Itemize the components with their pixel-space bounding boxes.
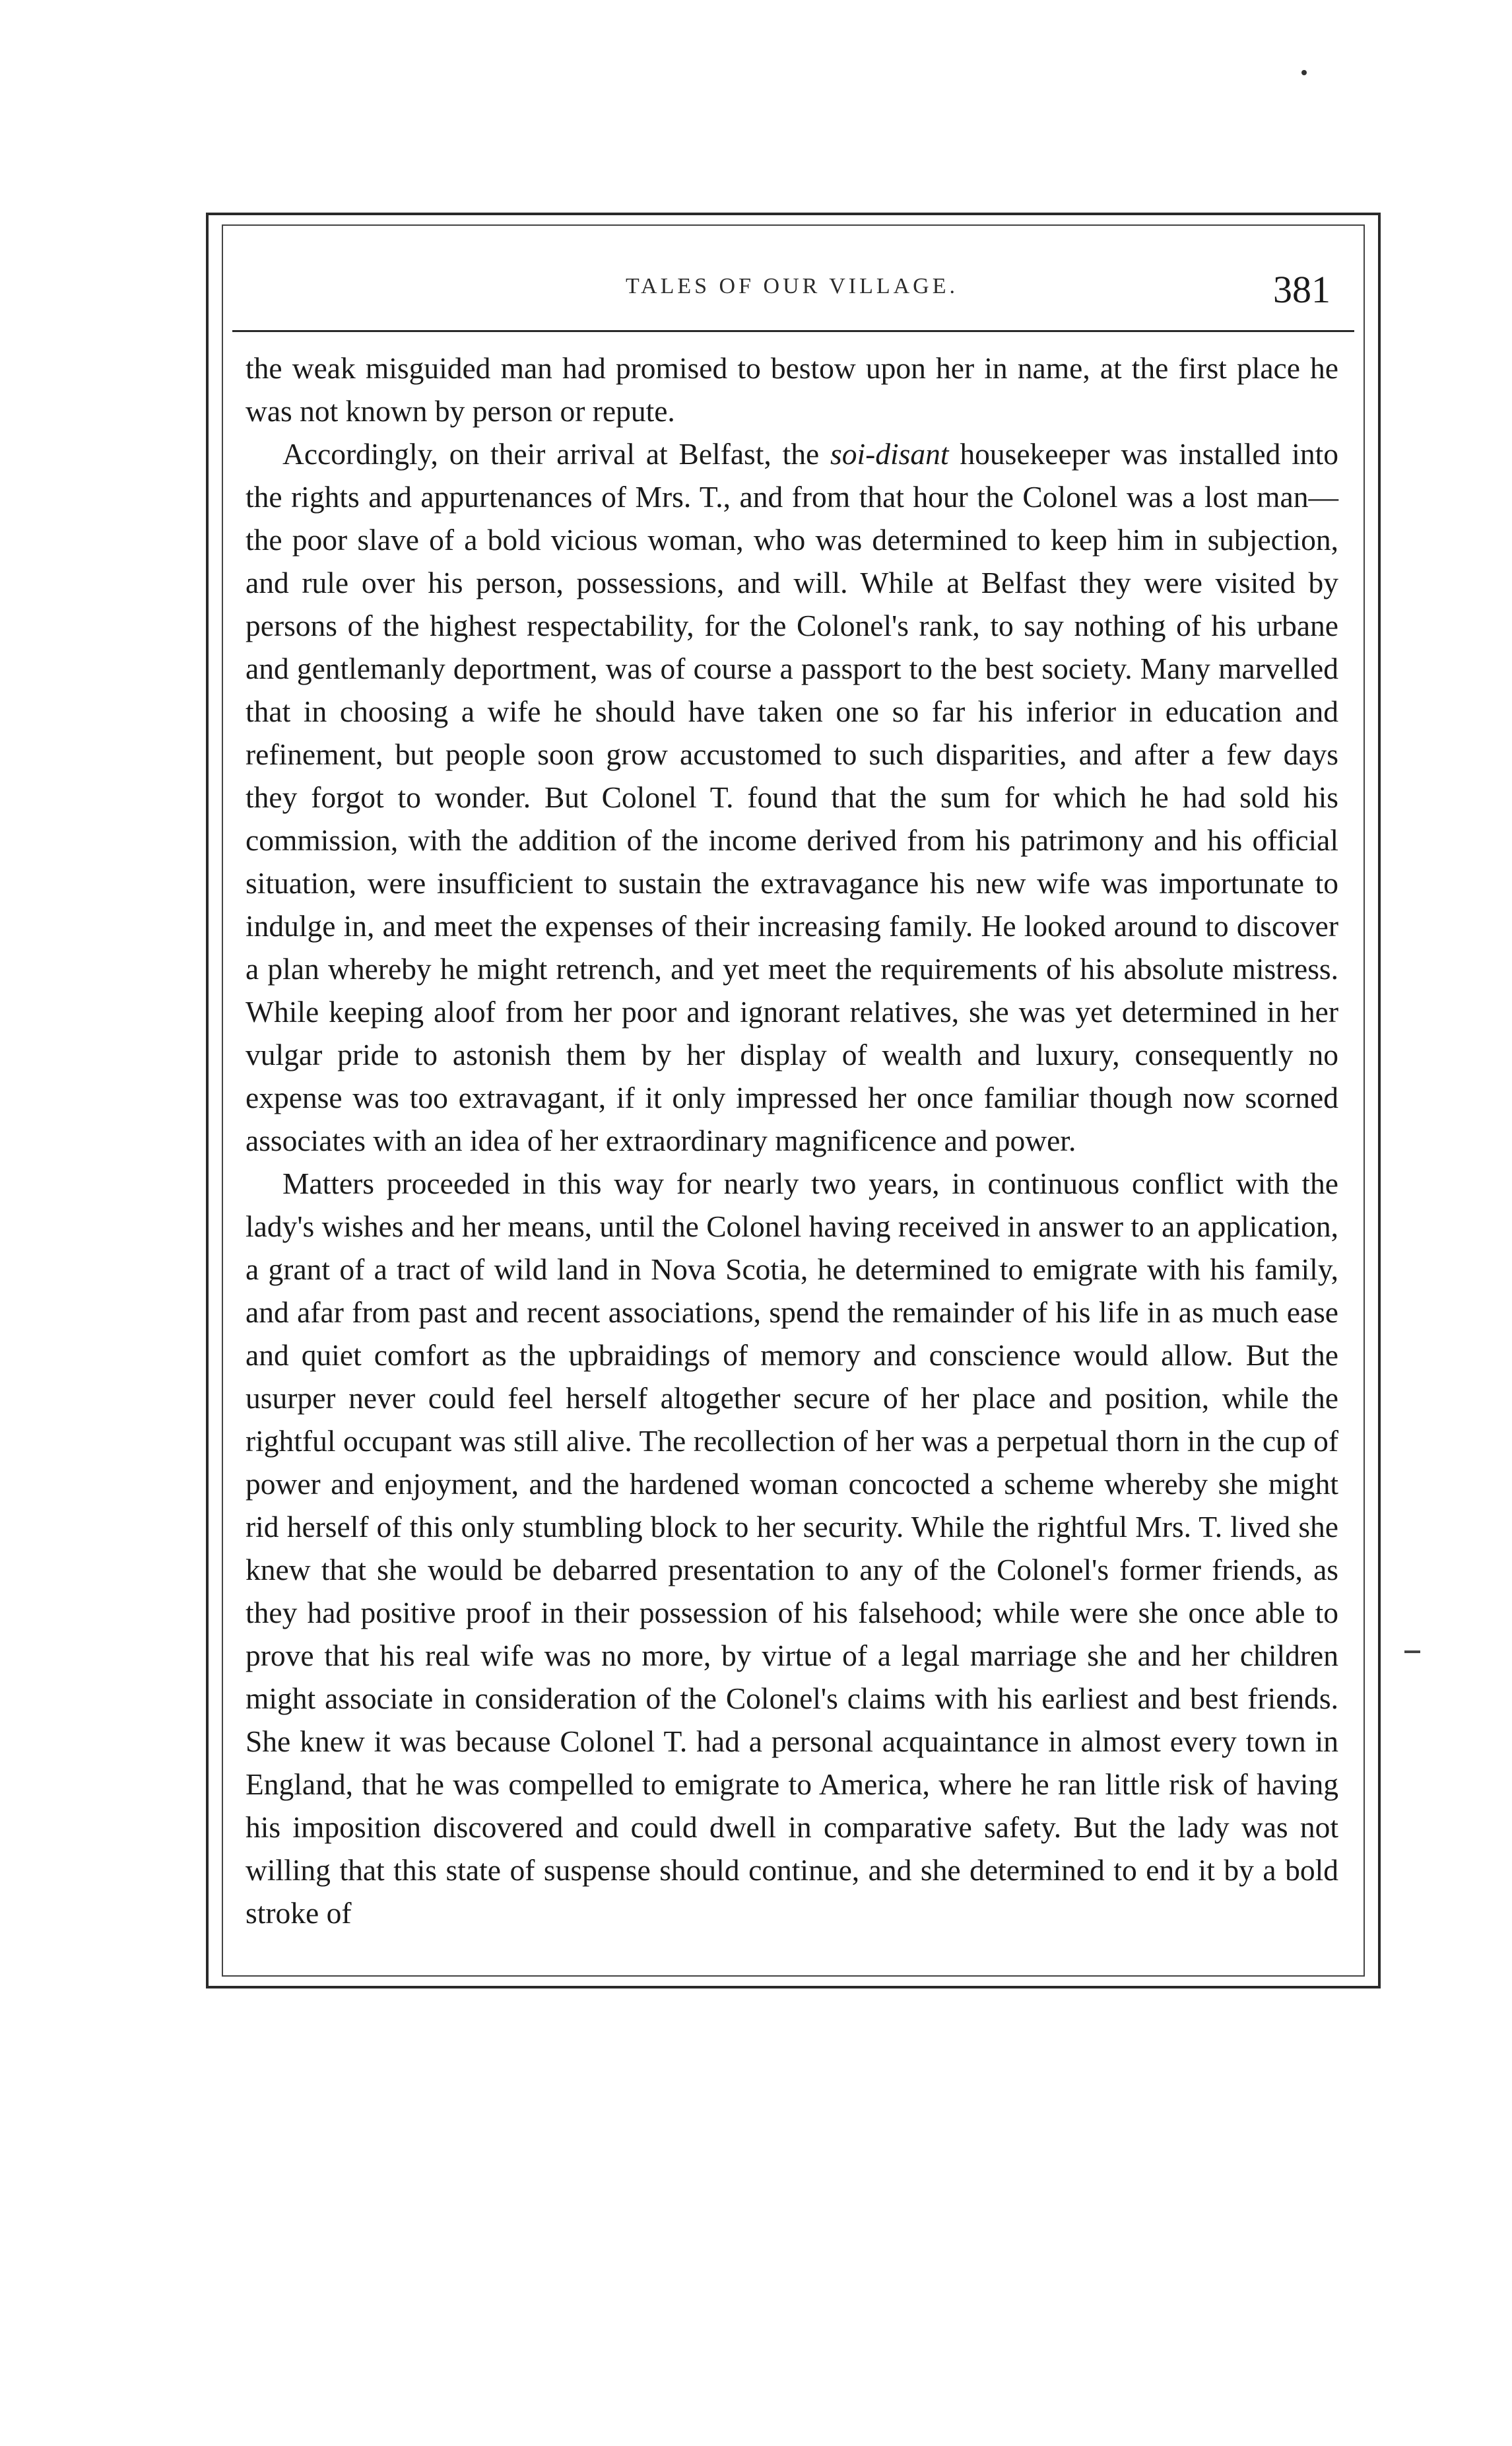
speck-mark	[1301, 70, 1307, 75]
paragraph-2	[246, 432, 1338, 1162]
page-header	[244, 267, 1340, 333]
paragraph-1: the weak misguided man had promised to bestow upon her in name, at the first place he was not known by person or repute.	[246, 351, 1338, 428]
header-rule	[232, 330, 1354, 332]
body-text	[246, 347, 1338, 1934]
running-head: TALES OF OUR VILLAGE.	[626, 274, 958, 298]
paragraph-2-rest: housekeeper was installed into the rights and appurtenances of Mrs. T., and from that hour the Colonel was a lost man—the poor slave of a bold vicious woman, who was determined to keep him in subjection, and rule over his person, possessions, and will. While at Belfast they were visited by persons of the highest respectability, for the Colonel's rank, to say nothing of his urbane and gentlemanly deportment, was of course a passport to the best society. Many marvelled that in choosing a wife he should have taken one so far his inferior in education and refinement, but people soon grow accustomed to such disparities, and after a few days they forgot to wonder. But Colonel T. found that the sum for which he had sold his commission, with the addition of the income derived from his patrimony and his official situation, were insufficient to sustain the extravagance his new wife was importunate to indulge in, and meet the expenses of their increasing family. He looked around to discover a plan whereby he might retrench, and yet meet the requirements of his absolute mistress. While keeping aloof from her poor and ignorant relatives, she was yet determined in her vulgar pride to astonish them by her display of wealth and luxury, consequently no expense was too extravagant, if it only impressed her once familiar though now scorned associates with an idea of her extraordinary magnificence and power.	[246, 437, 1338, 1157]
italic-term: soi-disant	[830, 437, 949, 471]
margin-mark	[1404, 1650, 1420, 1653]
paragraph-2-start: Accordingly, on their arrival at Belfast, the	[282, 437, 831, 471]
paragraph-3: Matters proceeded in this way for nearly two years, in continuous conflict with the lady's wishes and her means, until the Colonel having received in answer to an application, a grant of a tract of wild land in Nova Scotia, he determined to emigrate with his family, and afar from past and recent associations, spend the remainder of his life in as much ease and quiet comfort as the upbraidings of memory and conscience would allow. But the usurper never could feel herself altogether secure of her place and position, while the rightful occupant was still alive. The recollection of her was a perpetual thorn in the cup of power and enjoyment, and the hardened woman concocted a scheme whereby she might rid herself of this only stumbling block to her security. While the rightful Mrs. T. lived she knew that she would be debarred presentation to any of the Colonel's former friends, as they had positive proof in their possession of his falsehood; while were she once able to prove that his real wife was no more, by virtue of a legal marriage she and her children might associate in consideration of the Colonel's claims with his earliest and best friends. She knew it was because Colonel T. had a personal acquaintance in almost every town in England, that he was compelled to emigrate to America, where he ran little risk of having his imposition discovered and could dwell in comparative safety. But the lady was not willing that this state of suspense should continue, and she determined to end it by a bold stroke of	[246, 1167, 1338, 1930]
page-number: 381	[1273, 268, 1331, 311]
